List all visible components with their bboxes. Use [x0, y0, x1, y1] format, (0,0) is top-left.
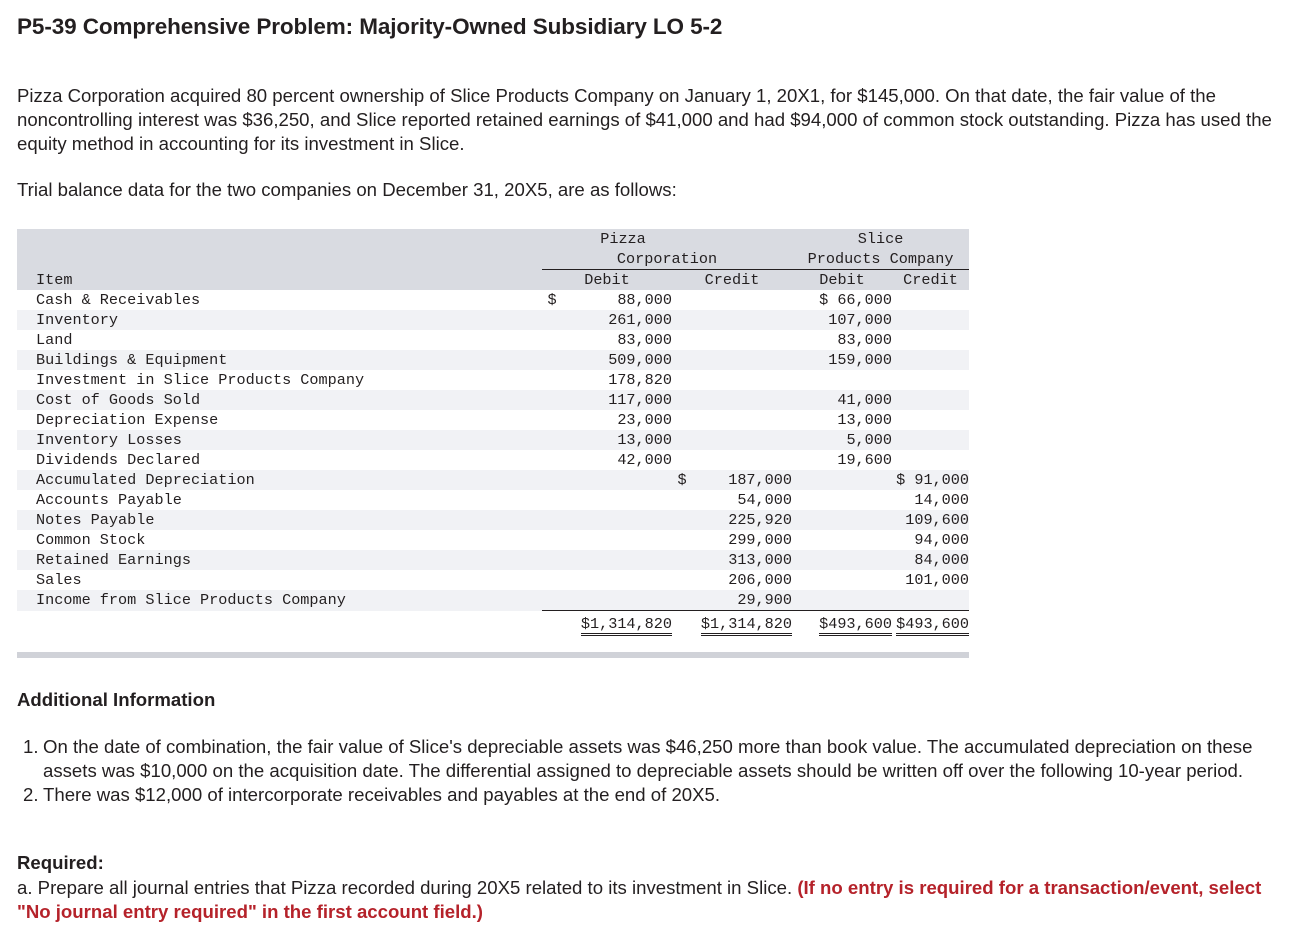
additional-info-list [17, 735, 1277, 807]
required-note: (If no entry is required for a transaction/event, select "No journal entry required" in the first account field.) [17, 877, 1262, 922]
table-row: Inventory 261,000 107,000 [17, 310, 969, 330]
table-row: Buildings & Equipment 509,000 159,000 [17, 350, 969, 370]
required-heading: Required: [17, 852, 104, 873]
slice-header-line1: Slice [792, 229, 969, 249]
table-row: Cash & Receivables $ 88,000 $ 66,000 [36, 291, 893, 309]
table-row: Notes Payable 225,920 109,600 [17, 510, 969, 530]
table-row: Inventory Losses 13,000 5,000 [17, 430, 969, 450]
additional-info-heading: Additional Information [17, 689, 216, 710]
table-row: Land 83,000 83,000 [36, 331, 893, 349]
pizza-credit-header: Credit [672, 270, 792, 291]
trial-balance-intro: Trial balance data for the two companies on December 31, 20X5, are as follows: [17, 179, 677, 200]
table-row: Investment in Slice Products Company 178,820 [36, 371, 672, 389]
slice-debit-total: $493,600 [792, 611, 892, 638]
table-row: Sales 206,000 101,000 [36, 571, 970, 589]
table-row: Retained Earnings 313,000 84,000 [17, 550, 969, 570]
table-row: Accumulated Depreciation $ 187,000 $ 91,000 [17, 470, 969, 490]
item-column-header: Item [17, 270, 542, 291]
table-row: Cost of Goods Sold 117,000 41,000 [17, 390, 969, 410]
pizza-credit-total: $1,314,820 [672, 611, 792, 638]
trial-balance-table [17, 229, 969, 637]
table-row: Accounts Payable 54,000 14,000 [36, 491, 970, 509]
table-row: Income from Slice Products Company 29,900 [17, 590, 969, 611]
list-item: 2. There was $12,000 of intercorporate receivables and payables at the end of 20X5. [23, 784, 721, 805]
required-text: a. Prepare all journal entries that Pizza recorded during 20X5 related to its investment in Slice. [17, 877, 793, 898]
totals-row [17, 611, 969, 638]
problem-intro: Pizza Corporation acquired 80 percent ownership of Slice Products Company on January 1, 20X1, for $145,000. On that date, the fair value of the noncontrolling interest was $36,250, and Slice reported retained earnings of $41,000 and had $94,000 of common stock outstanding. Pizza has used the equity method in accounting for its investment in Slice. [17, 85, 1272, 154]
list-item: 1. On the date of combination, the fair value of Slice's depreciable assets was $46,250 more than book value. The accumulated depreciation on these assets was $10,000 on the acquisition date. The differential assigned to depreciable assets should be written off over the following 10-year period. [23, 736, 1253, 781]
table-row: Dividends Declared 42,000 19,600 [36, 451, 893, 469]
pizza-debit-header: Debit [542, 270, 672, 291]
table-bottom-divider [17, 652, 969, 658]
slice-debit-header: Debit [792, 270, 892, 291]
pizza-header-line2: Corporation [542, 249, 792, 270]
required-instruction [17, 876, 1287, 924]
slice-credit-total: $493,600 [892, 611, 969, 638]
table-row: Common Stock 299,000 94,000 [36, 531, 970, 549]
pizza-debit-total: $1,314,820 [542, 611, 672, 638]
problem-title: P5-39 Comprehensive Problem: Majority-Owned Subsidiary LO 5-2 [17, 14, 723, 39]
slice-credit-header: Credit [892, 270, 969, 291]
slice-header-line2: Products Company [792, 249, 969, 270]
pizza-header-line1: Pizza [542, 229, 792, 249]
table-row: Depreciation Expense 23,000 13,000 [36, 411, 893, 429]
